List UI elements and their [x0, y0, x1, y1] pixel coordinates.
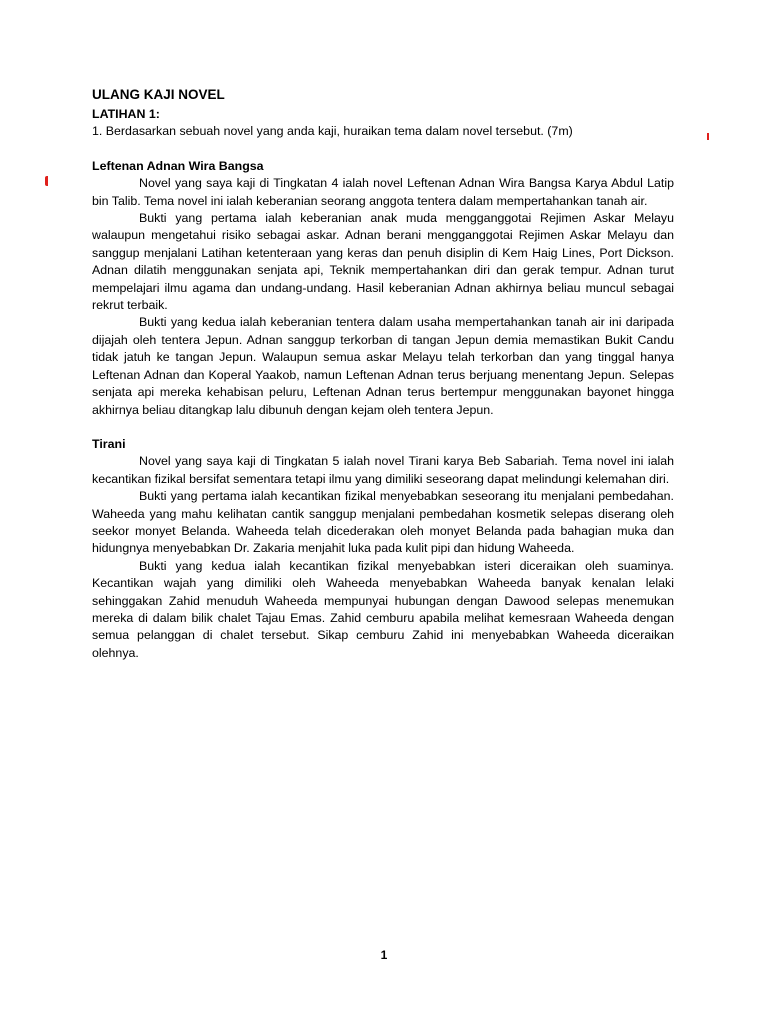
section-tirani	[92, 436, 674, 662]
page-number: 1	[380, 948, 388, 962]
margin-mark-icon	[707, 133, 709, 140]
margin-bracket-icon	[45, 176, 48, 186]
paragraph: Bukti yang pertama ialah keberanian anak muda mengganggotai Rejimen Askar Melayu walaupun mengetahui risiko sebagai askar. Adnan berani mengganggotai Rejimen Askar Melayu dan sanggup menjalani Latihan ketenteraan yang keras dan penuh disiplin di Kem Haig Lines, Port Dickson. Adnan dilatih menggunakan senjata api, Teknik mempertahankan diri dan gerak tempur. Adnan turut mempelajari ilmu agama dan undang-undang. Hasil keberanian Adnan akhirnya beliau muncul sebagai rekrut terbaik.	[92, 211, 674, 313]
exercise-label: LATIHAN 1:	[92, 107, 160, 121]
section-title: Tirani	[92, 436, 126, 451]
paragraph: Novel yang saya kaji di Tingkatan 5 ialah novel Tirani karya Beb Sabariah. Tema novel ini ialah kecantikan fizikal bersifat sementara tetapi ilmu yang dimiliki seseorang dapat melindungi kelemahan diri.	[92, 454, 674, 486]
section-spacer	[92, 419, 674, 436]
paragraph: Novel yang saya kaji di Tingkatan 4 ialah novel Leftenan Adnan Wira Bangsa Karya Abdul Latip bin Talib. Tema novel ini ialah keberanian seorang anggota tentera dalam mempertahankan tanah air.	[92, 176, 674, 208]
paragraph: Bukti yang kedua ialah keberanian tentera dalam usaha mempertahankan tanah air ini daripada dijajah oleh tentera Jepun. Adnan sanggup terkorban di tangan Jepun demia memastikan Bukit Candu tidak jatuh ke tangan Jepun. Walaupun semua askar Melayu telah terkorban dan yang tinggal hanya Leftenan Adnan dan Koperal Yaakob, namun Leftenan Adnan terus berjuang menentang Jepun. Selepas senjata api mereka kehabisan peluru, Leftenan Adnan terus bertempur menggunakan bayonet hingga akhirnya beliau ditangkap lalu dibunuh dengan kejam oleh tentera Jepun.	[92, 315, 674, 417]
section-leftenan-adnan	[92, 158, 674, 419]
document-title: ULANG KAJI NOVEL	[92, 87, 225, 102]
question-text: 1. Berdasarkan sebuah novel yang anda kaji, huraikan tema dalam novel tersebut. (7m)	[92, 124, 573, 139]
document-page	[92, 86, 674, 662]
paragraph: Bukti yang pertama ialah kecantikan fizikal menyebabkan seseorang itu menjalani pembedahan. Waheeda yang mahu kelihatan cantik sanggup menjalani pembedahan kosmetik selepas diserang oleh seekor monyet Belanda. Waheeda telah dicederakan oleh monyet Belanda pada bahagian muka dan hidungnya menyebabkan Dr. Zakaria menjahit luka pada kulit pipi dan hidung Waheeda.	[92, 489, 674, 556]
paragraph: Bukti yang kedua ialah kecantikan fizikal menyebabkan isteri diceraikan oleh suaminya. Kecantikan wajah yang dimiliki oleh Waheeda menyebabkan Waheeda banyak kenalan lelaki sehinggakan Zahid menuduh Waheeda mempunyai hubungan dengan Dawood selepas menemukan mereka di dalam bilik chalet Tajau Emas. Zahid cemburu apabila melihat kemesraan Waheeda dengan semua pelanggan di chalet tersebut. Sikap cemburu Zahid ini menyebabkan Waheeda diceraikan olehnya.	[92, 558, 674, 660]
section-title: Leftenan Adnan Wira Bangsa	[92, 158, 264, 173]
